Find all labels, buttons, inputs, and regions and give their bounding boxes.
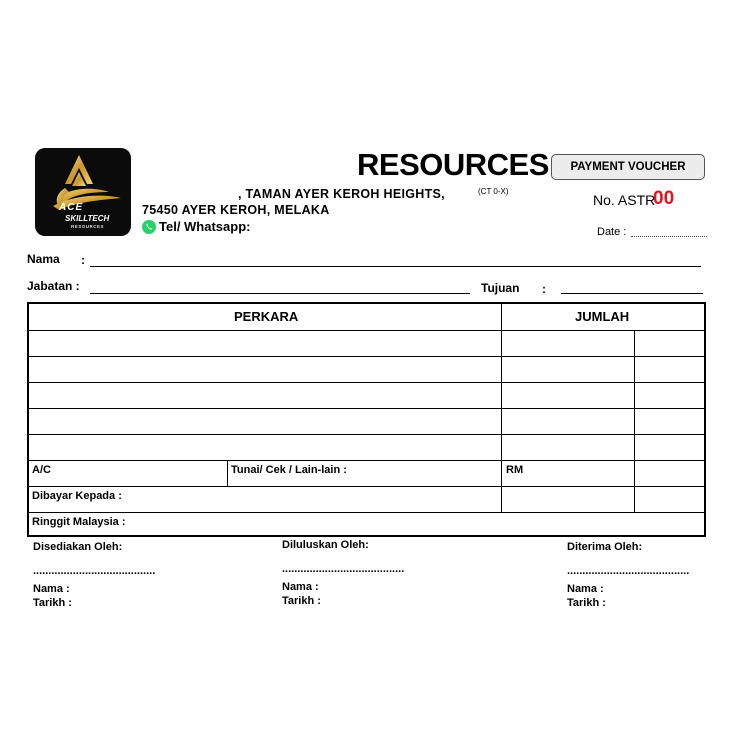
ringgit-malaysia-label: Ringgit Malaysia : — [32, 516, 126, 528]
logo-text-small: RESOURCES — [71, 224, 105, 229]
table-col-divider — [227, 460, 228, 486]
nama-label: Nama — [27, 252, 60, 266]
table-row-divider — [29, 356, 704, 357]
signature-line[interactable]: ........................................ — [33, 565, 156, 577]
signature-title: Diluluskan Oleh: — [282, 539, 369, 551]
address-line-1: , TAMAN AYER KEROH HEIGHTS, — [238, 187, 445, 201]
voucher-table — [27, 302, 706, 537]
table-col-divider — [634, 330, 635, 512]
table-col-divider — [501, 304, 502, 512]
column-header-jumlah: JUMLAH — [575, 309, 630, 324]
ac-label: A/C — [32, 464, 51, 476]
voucher-number-value: 00 — [653, 188, 675, 209]
jabatan-field[interactable] — [90, 293, 470, 294]
tujuan-label: Tujuan — [481, 281, 520, 295]
table-row-divider — [29, 512, 704, 513]
tujuan-colon: : — [542, 282, 546, 296]
signature-name-label: Nama : — [33, 583, 70, 595]
signature-date-label: Tarikh : — [567, 597, 606, 609]
logo-text-main: ACE — [59, 202, 84, 213]
nama-colon: : — [81, 253, 85, 267]
whatsapp-icon — [142, 220, 156, 234]
column-header-perkara: PERKARA — [234, 309, 299, 324]
table-row-divider — [29, 382, 704, 383]
table-row-divider — [29, 330, 704, 331]
signature-title: Disediakan Oleh: — [33, 541, 123, 553]
company-name: RESOURCES — [357, 147, 549, 182]
payment-method-label: Tunai/ Cek / Lain-lain : — [231, 464, 347, 476]
table-row-divider — [29, 486, 704, 487]
signature-date-label: Tarikh : — [33, 597, 72, 609]
date-label: Date : — [597, 226, 627, 238]
rm-label: RM — [506, 464, 524, 476]
payment-voucher-title: PAYMENT VOUCHER — [551, 154, 705, 180]
signature-line[interactable]: ........................................ — [567, 565, 690, 577]
registration-number: (CT 0-X) — [478, 187, 509, 196]
logo-text-sub: SKILLTECH — [65, 214, 110, 223]
tujuan-field[interactable] — [561, 293, 703, 294]
signature-title: Diterima Oleh: — [567, 541, 643, 553]
signature-block-prepared — [33, 541, 155, 609]
company-logo — [35, 148, 131, 236]
address-line-2: 75450 AYER KEROH, MELAKA — [142, 203, 330, 217]
table-row-divider — [29, 460, 704, 461]
table-row-divider — [29, 408, 704, 409]
signature-name-label: Nama : — [567, 583, 604, 595]
signature-block-approved — [282, 539, 404, 607]
date-field[interactable] — [631, 236, 707, 237]
signature-name-label: Nama : — [282, 581, 319, 593]
paid-to-label: Dibayar Kepada : — [32, 490, 122, 502]
signature-block-received — [567, 541, 689, 609]
jabatan-label: Jabatan : — [27, 279, 80, 293]
nama-field[interactable] — [90, 266, 701, 267]
table-row-divider — [29, 434, 704, 435]
tel-label: Tel/ Whatsapp: — [159, 219, 251, 234]
voucher-number-label: No. ASTR — [593, 192, 656, 208]
signature-line[interactable]: ........................................ — [282, 563, 405, 575]
signature-date-label: Tarikh : — [282, 595, 321, 607]
